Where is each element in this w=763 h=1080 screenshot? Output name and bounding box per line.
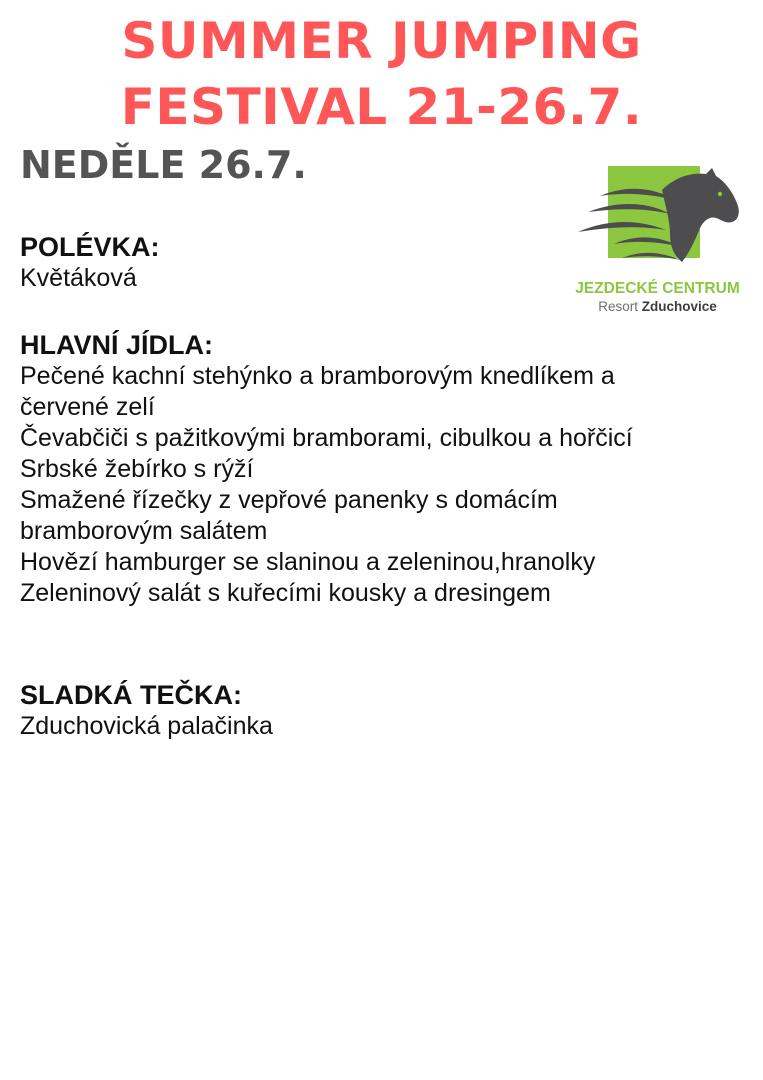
mains-section xyxy=(20,330,710,609)
mains-item: červené zelí xyxy=(20,393,155,421)
festival-title-line-2: FESTIVAL 21-26.7. xyxy=(120,78,643,136)
soup-section xyxy=(20,232,710,294)
mains-item: Smažené řízečky z vepřové panenky s domácím xyxy=(20,486,558,514)
mains-item: bramborovým salátem xyxy=(20,517,268,545)
soup-heading: POLÉVKA: xyxy=(20,232,160,262)
festival-title-line-1: SUMMER JUMPING xyxy=(121,12,642,70)
mains-heading: HLAVNÍ JÍDLA: xyxy=(20,330,213,360)
mains-item: Hovězí hamburger se slaninou a zeleninou,hranolky xyxy=(20,548,596,576)
dessert-heading: SLADKÁ TEČKA: xyxy=(20,680,242,710)
logo-sub-name: Zduchovice xyxy=(641,299,717,314)
mains-item: Srbské žebírko s rýží xyxy=(20,455,254,483)
dessert-item: Zduchovická palačinka xyxy=(20,712,273,740)
mains-item: Pečené kachní stehýnko a bramborovým knedlíkem a xyxy=(20,362,615,390)
soup-item: Květáková xyxy=(20,264,137,292)
festival-title xyxy=(0,8,763,140)
dessert-section xyxy=(20,680,710,742)
mains-item: Čevabčiči s pažitkovými bramborami, cibulkou a hořčicí xyxy=(20,424,633,452)
logo-name: JEZDECKÉ CENTRUM xyxy=(575,280,740,297)
logo-sub-prefix: Resort xyxy=(598,299,638,314)
mains-item: Zeleninový salát s kuřecími kousky a dresingem xyxy=(20,579,551,607)
logo-subtitle xyxy=(570,299,745,315)
day-heading: NEDĚLE 26.7. xyxy=(20,143,307,187)
